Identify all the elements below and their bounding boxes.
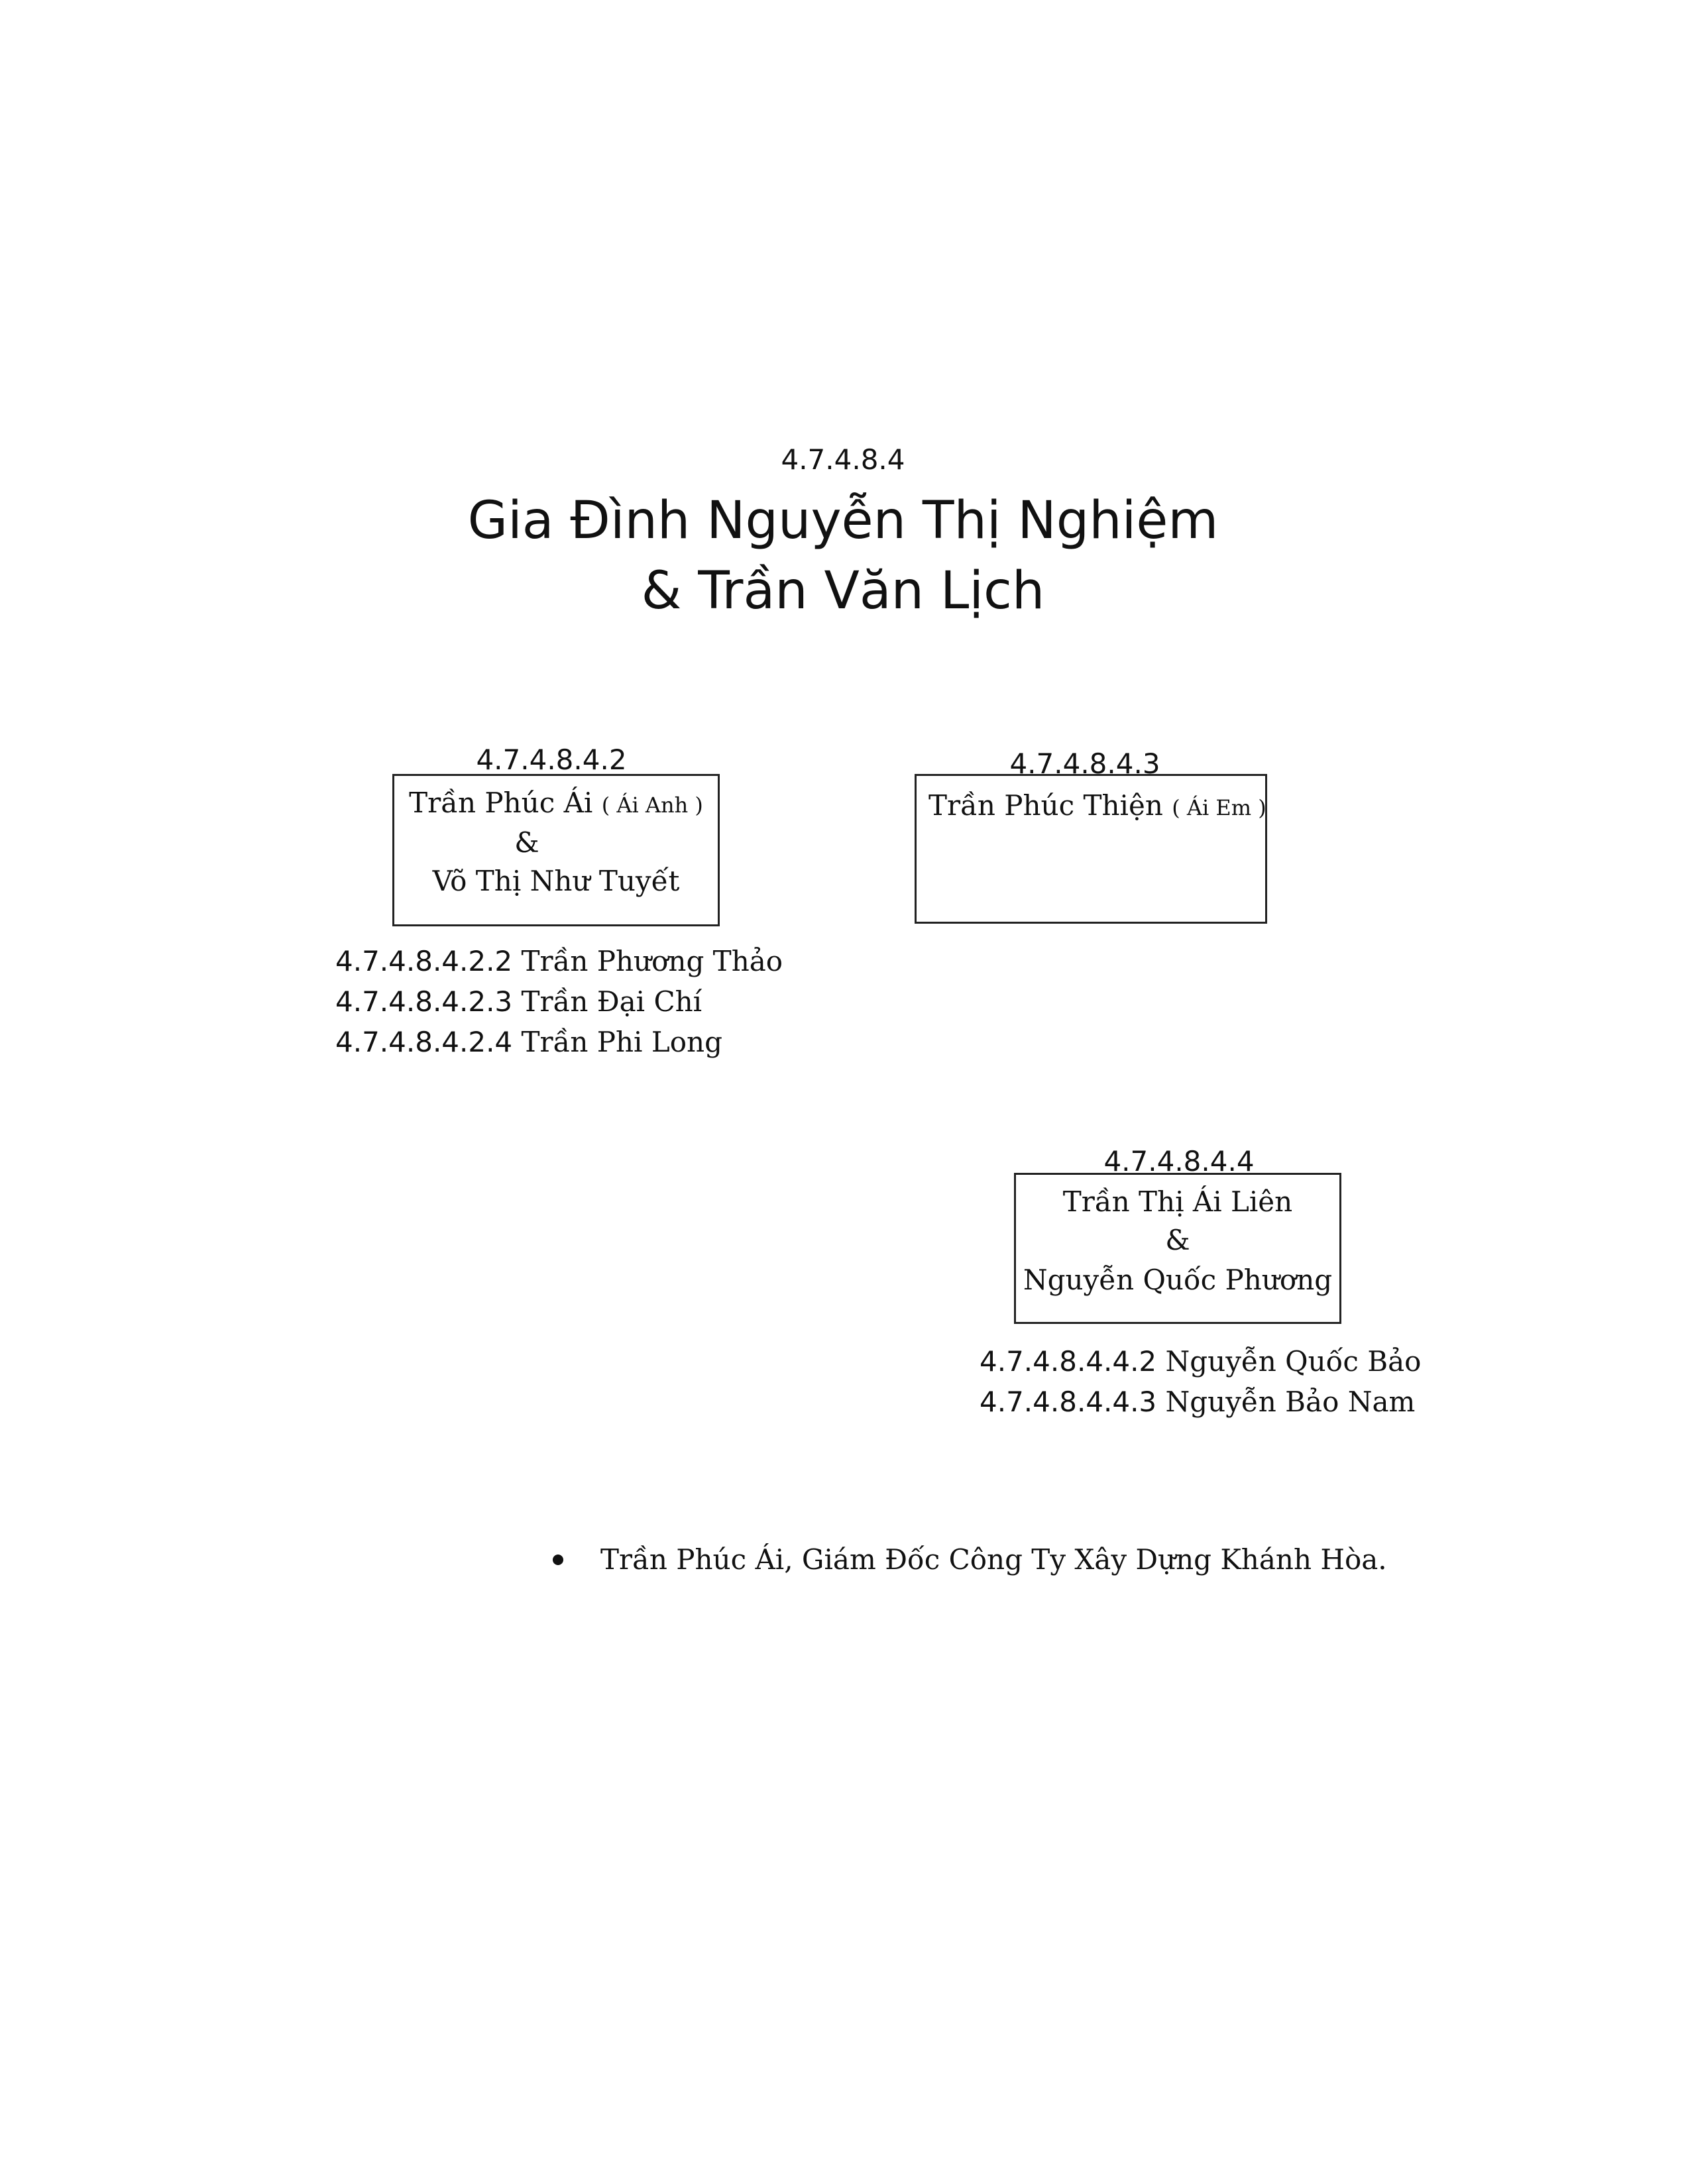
family-1-nickname: ( Ái Anh ): [601, 792, 703, 818]
family-3-child-2: 4.7.4.8.4.4.3 Nguyễn Bảo Nam: [980, 1386, 1416, 1418]
page-title-line-2: & Trần Văn Lịch: [641, 561, 1045, 621]
bullet-icon: [553, 1555, 563, 1565]
family-1-ampersand: &: [514, 826, 539, 859]
family-1-child-3: 4.7.4.8.4.2.4 Trần Phi Long: [335, 1026, 722, 1058]
family-1-children: [335, 941, 783, 1062]
family-1-spouse: Võ Thị Như Tuyết: [432, 865, 680, 897]
family-3-code: 4.7.4.8.4.4: [1103, 1145, 1255, 1177]
family-1-child-2: 4.7.4.8.4.2.3 Trần Đại Chí: [335, 985, 702, 1018]
family-1-code: 4.7.4.8.4.2: [476, 743, 627, 776]
family-3-ampersand: &: [1165, 1224, 1190, 1256]
family-2-nickname: ( Ái Em ): [1172, 795, 1266, 820]
family-code: 4.7.4.8.4: [781, 443, 905, 476]
note-text: Trần Phúc Ái, Giám Đốc Công Ty Xây Dựng Khánh Hòa.: [600, 1543, 1387, 1576]
family-1-box: [392, 774, 720, 926]
family-1-person-line: [394, 784, 718, 824]
page-title-line-1: Gia Đình Nguyễn Thị Nghiệm: [467, 491, 1219, 551]
family-1-child-1: 4.7.4.8.4.2.2 Trần Phương Thảo: [335, 945, 783, 977]
family-3-child-1: 4.7.4.8.4.4.2 Nguyễn Quốc Bảo: [980, 1345, 1422, 1378]
family-2-code: 4.7.4.8.4.3: [1009, 747, 1160, 780]
family-3-children: [980, 1341, 1421, 1422]
family-3-spouse: Nguyễn Quốc Phương: [1023, 1264, 1333, 1296]
family-3-box: [1014, 1173, 1341, 1324]
family-2-person-line: [928, 787, 1266, 827]
family-1-person: Trần Phúc Ái: [409, 787, 593, 819]
family-2-person: Trần Phúc Thiện: [928, 789, 1163, 822]
family-3-person: Trần Thị Ái Liên: [1062, 1185, 1293, 1218]
family-2-box: [915, 774, 1267, 924]
